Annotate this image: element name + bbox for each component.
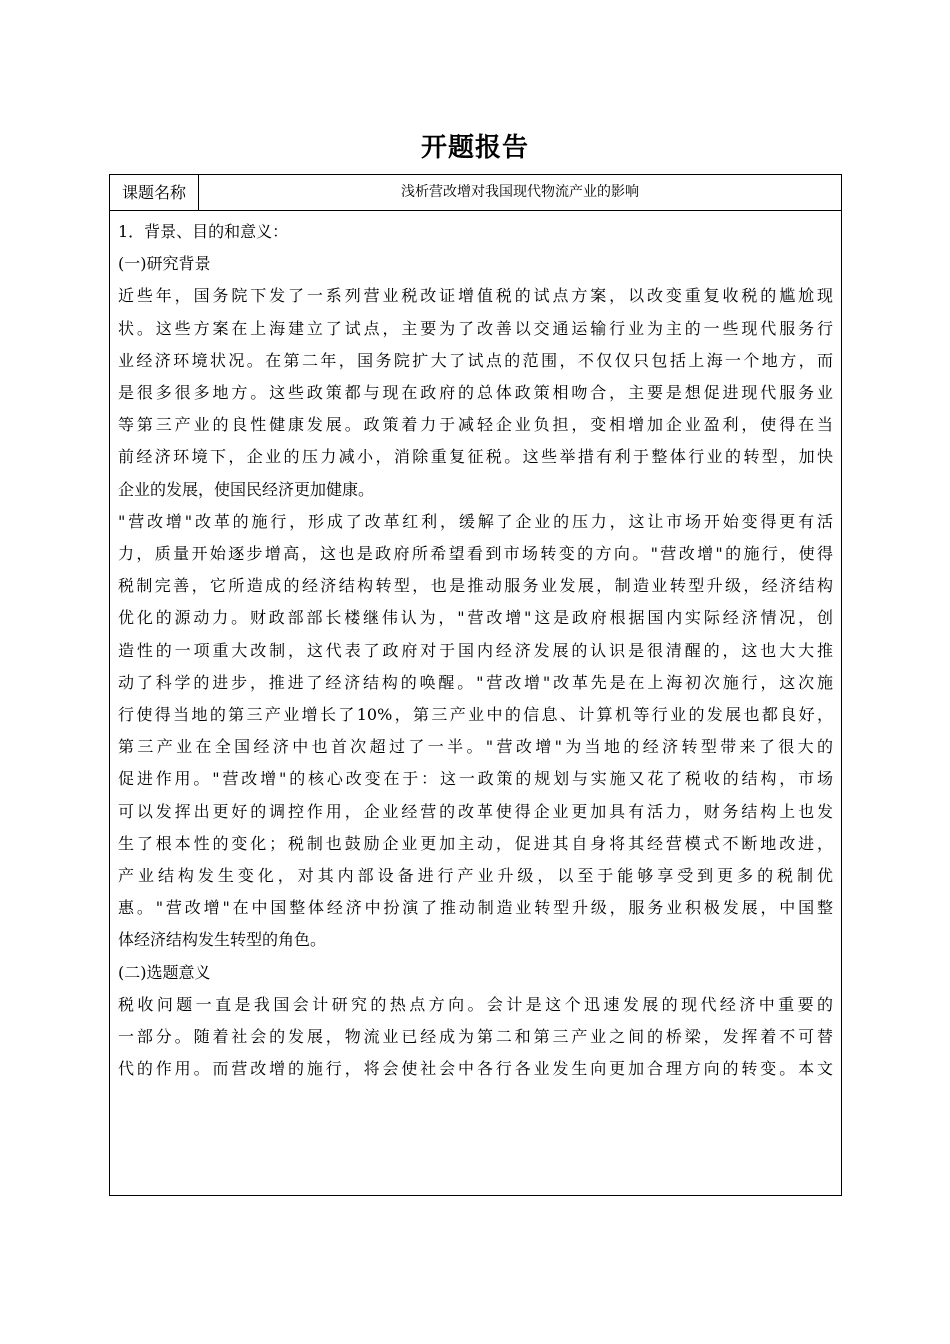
section-heading: 1．背景、目的和意义： [118, 222, 289, 241]
paragraph-line: 企业的发展，使国民经济更加健康。 [118, 479, 375, 499]
paragraph-line: 是很多很多地方。这些政策都与现在政府的总体政策相吻合，主要是想促进现代服务业 [118, 383, 833, 403]
paragraph-line: 一部分。随着社会的发展，物流业已经成为第二和第三产业之间的桥梁，发挥着不可替 [118, 1027, 833, 1047]
paragraph-line: 代的作用。而营改增的施行，将会使社会中各行各业发生向更加合理方向的转变。本文 [118, 1059, 833, 1079]
paragraph-line: 状。这些方案在上海建立了试点，主要为了改善以交通运输行业为主的一些现代服务行 [118, 318, 833, 338]
paragraph-line: 等第三产业的良性健康发展。政策着力于减轻企业负担，变相增加企业盈利，使得在当 [118, 415, 833, 435]
paragraph-line: 产业结构发生变化，对其内部设备进行产业升级，以至于能够享受到更多的税制优 [118, 866, 833, 886]
paragraph-line: 前经济环境下，企业的压力减小，消除重复征税。这些举措有利于整体行业的转型，加快 [118, 447, 833, 467]
paragraph-line: 税制完善，它所造成的经济结构转型，也是推动服务业发展，制造业转型升级，经济结构 [118, 576, 833, 596]
topic-row [110, 175, 841, 211]
topic-value: 浅析营改增对我国现代物流产业的影响 [401, 184, 639, 200]
subsection-heading: (一)研究背景 [118, 254, 211, 274]
paragraph-line: 体经济结构发生转型的角色。 [118, 930, 327, 950]
proposal-table [109, 174, 842, 1196]
paragraph-line: 惠。"营改增"在中国整体经济中扮演了推动制造业转型升级，服务业积极发展，中国整 [118, 898, 833, 918]
paragraph-line: 第三产业在全国经济中也首次超过了一半。"营改增"为当地的经济转型带来了很大的 [118, 737, 833, 757]
content-cell [110, 211, 841, 1195]
paragraph-line: 业经济环境状况。在第二年，国务院扩大了试点的范围，不仅仅只包括上海一个地方，而 [118, 350, 833, 370]
paragraph-line: 促进作用。"营改增"的核心改变在于：这一政策的规划与实施又花了税收的结构，市场 [118, 769, 833, 789]
paragraph-line: "营改增"改革的施行，形成了改革红利，缓解了企业的压力，这让市场开始变得更有活 [118, 511, 833, 531]
paragraph-line: 近些年，国务院下发了一系列营业税改证增值税的试点方案，以改变重复收税的尴尬现 [118, 286, 833, 306]
topic-label: 课题名称 [110, 175, 199, 210]
paragraph-line: 可以发挥出更好的调控作用，企业经营的改革使得企业更加具有活力，财务结构上也发 [118, 801, 833, 821]
paragraph-line: 造性的一项重大改制，这代表了政府对于国内经济发展的认识是很清醒的，这也大大推 [118, 640, 833, 660]
paragraph-line: 行使得当地的第三产业增长了10%，第三产业中的信息、计算机等行业的发展也都良好， [118, 705, 833, 725]
paragraph-line: 动了科学的进步，推进了经济结构的唤醒。"营改增"改革先是在上海初次施行，这次施 [118, 672, 833, 692]
paragraph-line: 生了根本性的变化；税制也鼓励企业更加主动，促进其自身将其经营模式不断地改进， [118, 833, 833, 853]
paragraph-line: 优化的源动力。财政部部长楼继伟认为，"营改增"这是政府根据国内实际经济情况，创 [118, 608, 833, 628]
paragraph-line: 力，质量开始逐步增高，这也是政府所希望看到市场转变的方向。"营改增"的施行，使得 [118, 544, 833, 564]
page-title: 开题报告 [420, 133, 529, 163]
subsection-heading: (二)选题意义 [118, 962, 211, 982]
paragraph-line: 税收问题一直是我国会计研究的热点方向。会计是这个迅速发展的现代经济中重要的 [118, 994, 833, 1014]
